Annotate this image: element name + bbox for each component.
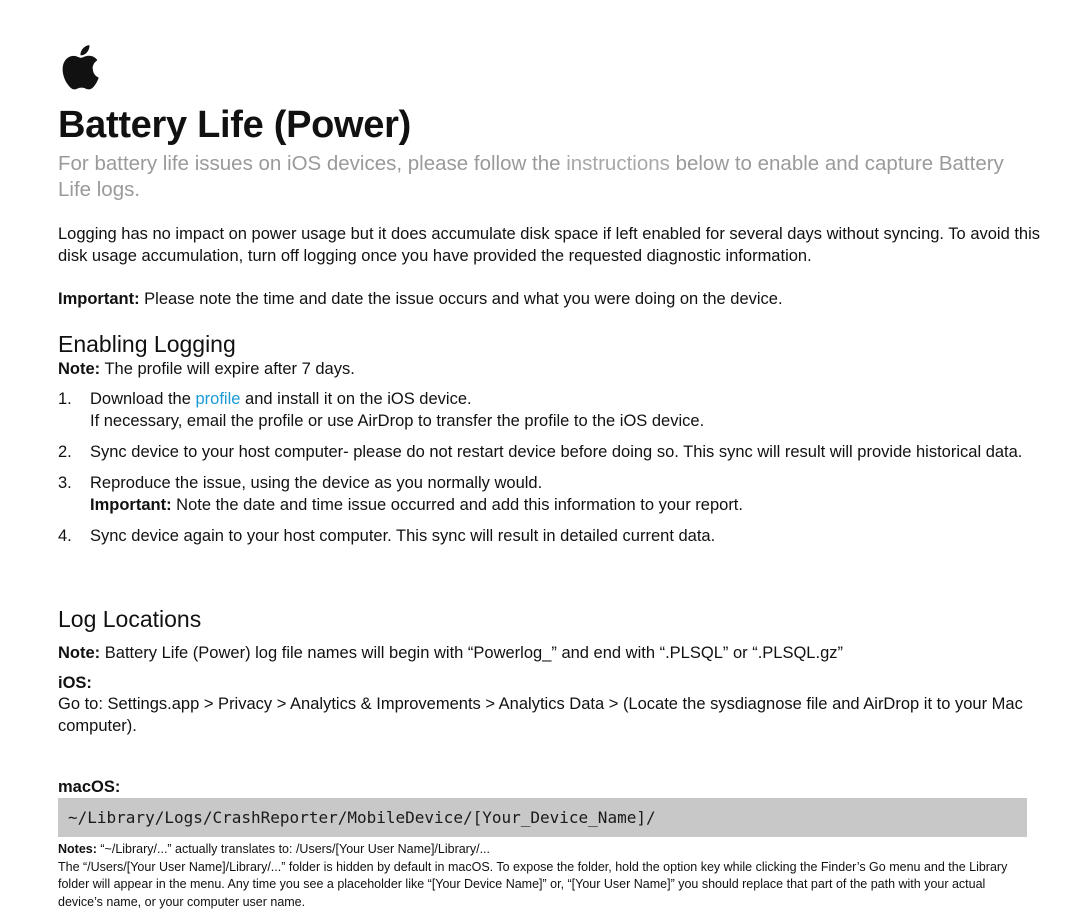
notes-line2: The “/Users/[Your User Name]/Library/...” folder is hidden by default in macOS. To expose the folder, hold the option key while clicking the Finder’s Go menu and the Library folder will appear in the menu. Any time you see a placeholder like “[Your Device Name]” or, “[Your User Name]” you should replace that part of the path with your actual device’s name, or your computer user name. bbox=[58, 859, 1008, 909]
ios-instructions: Go to: Settings.app > Privacy > Analytics & Improvements > Analytics Data > (Locate the sysdiagnose file and AirDrop it to your Mac computer). bbox=[58, 695, 1023, 735]
step-number: 2. bbox=[58, 443, 72, 461]
step-item-2 bbox=[58, 441, 1033, 463]
page-title: Battery Life (Power) bbox=[58, 104, 411, 146]
step-text: Sync device to your host computer- please do not restart device before doing so. This sync will result will provide historical data. bbox=[90, 443, 1023, 461]
ios-label: iOS: bbox=[58, 674, 92, 692]
subtitle-text-start: For battery life issues on iOS devices, please follow the bbox=[58, 152, 567, 175]
enabling-steps-list bbox=[58, 388, 1033, 556]
step-item-4 bbox=[58, 525, 1033, 547]
step-important-text: Note the date and time issue occurred and add this information to your report. bbox=[171, 496, 743, 514]
step-important-label: Important: bbox=[90, 496, 172, 514]
intro-paragraph: Logging has no impact on power usage but it does accumulate disk space if left enabled for several days without syncing. To avoid this disk usage accumulation, turn off logging once you have provided the requested diagnostic information. bbox=[58, 225, 1041, 265]
instructions-link[interactable]: instructions bbox=[566, 152, 670, 175]
apple-logo-icon bbox=[58, 42, 100, 92]
important-notice bbox=[58, 288, 1048, 310]
macos-notes bbox=[58, 841, 1033, 911]
step-number: 3. bbox=[58, 474, 72, 492]
profile-expiry-note bbox=[58, 358, 355, 380]
note-text: Battery Life (Power) log file names will begin with “Powerlog_” and end with “.PLSQL” or “.PLSQL.gz” bbox=[100, 644, 843, 662]
step-number: 1. bbox=[58, 390, 72, 408]
step-item-1 bbox=[58, 388, 1033, 432]
step-number: 4. bbox=[58, 527, 72, 545]
profile-link[interactable]: profile bbox=[195, 390, 241, 408]
important-text: Please note the time and date the issue occurs and what you were doing on the device. bbox=[139, 290, 783, 308]
page-subtitle bbox=[58, 151, 1018, 203]
log-filename-note bbox=[58, 642, 843, 664]
log-locations-heading: Log Locations bbox=[58, 606, 202, 632]
step-item-3 bbox=[58, 472, 1033, 516]
enabling-logging-heading: Enabling Logging bbox=[58, 331, 236, 357]
macos-label: macOS: bbox=[58, 778, 121, 796]
notes-line1: “~/Library/...” actually translates to: /Users/[Your User Name]/Library/... bbox=[96, 842, 490, 856]
note-label: Note: bbox=[58, 360, 101, 378]
step-text-line2: If necessary, email the profile or use AirDrop to transfer the profile to the iOS device. bbox=[90, 412, 705, 430]
subtitle-text-end: below to enable and capture Battery Life logs. bbox=[58, 152, 1004, 201]
note-text: The profile will expire after 7 days. bbox=[100, 360, 355, 378]
step-text-after: and install it on the iOS device. bbox=[240, 390, 472, 408]
note-label: Note: bbox=[58, 644, 101, 662]
step-text: Sync device again to your host computer. This sync will result in detailed current data. bbox=[90, 527, 716, 545]
important-label: Important: bbox=[58, 290, 140, 308]
step-text: Download the bbox=[90, 390, 196, 408]
step-text: Reproduce the issue, using the device as you normally would. bbox=[90, 474, 543, 492]
notes-label: Notes: bbox=[58, 842, 97, 856]
macos-path-code: ~/Library/Logs/CrashReporter/MobileDevice/[Your_Device_Name]/ bbox=[58, 798, 1027, 837]
